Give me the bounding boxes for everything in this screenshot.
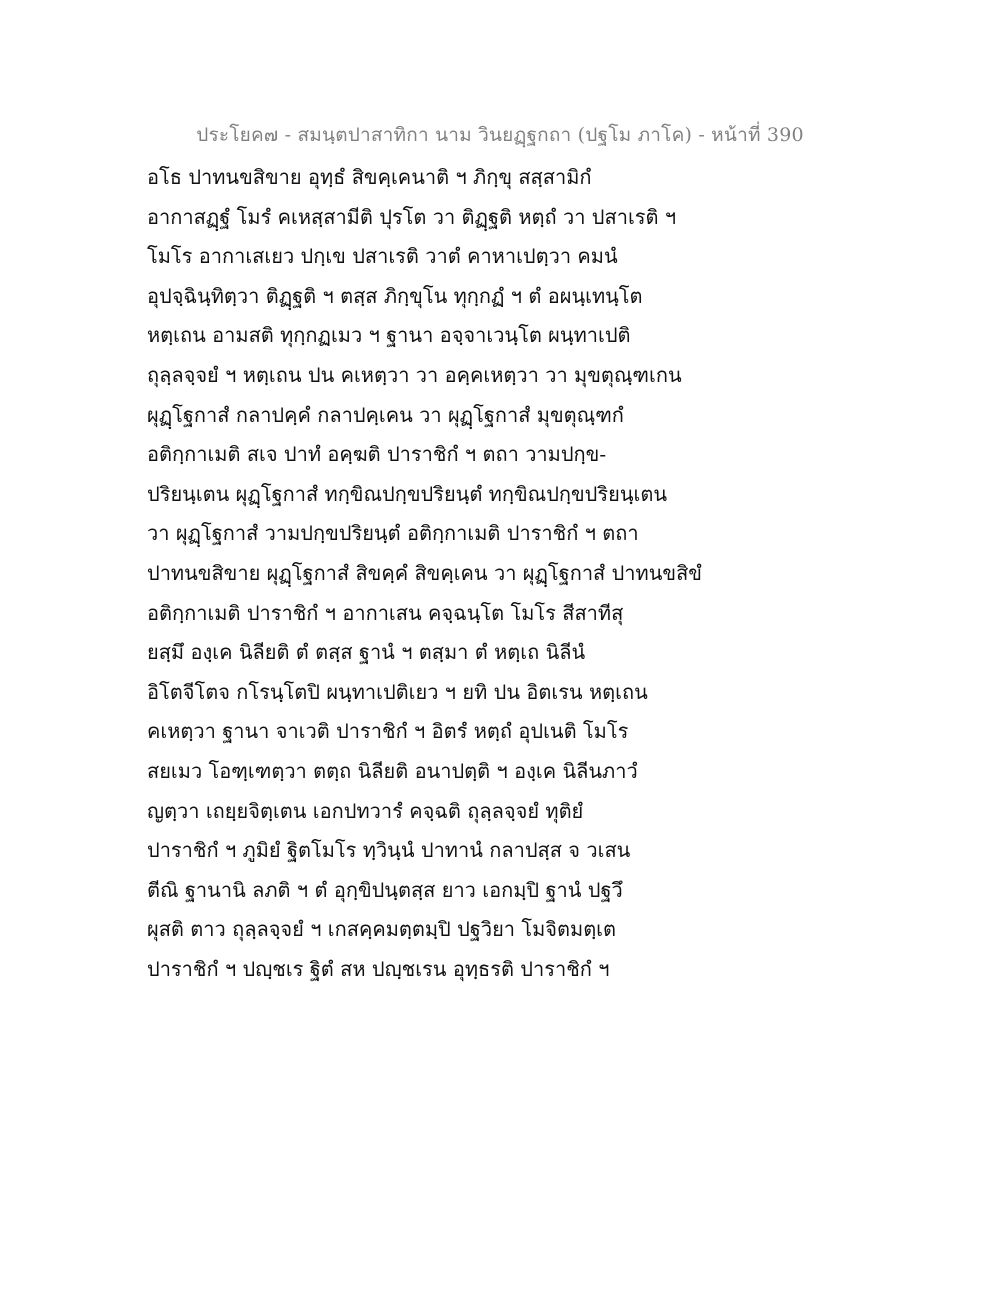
text-line: ปาทนขสิขาย ผุฏฺโฐกาสํ สิขคฺคํ สิขคฺเคน วา ผุฏฺโฐกาสํ ปาทนขสิขํ [147, 560, 702, 585]
text-line: สยเมว โอฑฺเฑตฺวา ตตฺถ นิลียติ อนาปตฺติ ฯ องฺเค นิลีนภาวํ [147, 758, 638, 783]
text-line: อติกฺกาเมติ สเจ ปาทํ อคฺฆติ ปาราชิกํ ฯ ตถา วามปกฺข- [147, 442, 607, 467]
text-line: ญตฺวา เถยฺยจิตฺเตน เอกปทวารํ คจฺฉติ ถุลฺลจฺจยํ ทุติยํ [147, 798, 584, 823]
text-line: อิโตจีโตจ กโรนฺโตปิ ผนฺทาเปติเยว ฯ ยทิ ปน อิตเรน หตฺเถน [147, 679, 648, 704]
text-line: ปาราชิกํ ฯ ปญฺชเร ฐิตํ สห ปญฺชเรน อุทฺธรติ ปาราชิกํ ฯ [147, 956, 610, 981]
text-line: หตฺเถน อามสติ ทุกฺกฏเมว ฯ ฐานา อจฺจาเวนฺโต ผนฺทาเปติ [147, 323, 631, 348]
text-line: อากาสฏฺฐํ โมรํ คเหสฺสามีติ ปุรโต วา ติฏฺฐติ หตฺถํ วา ปสาเรติ ฯ [147, 204, 677, 229]
text-line: คเหตฺวา ฐานา จาเวติ ปาราชิกํ ฯ อิตรํ หตฺถํ อุปเนติ โมโร [147, 719, 629, 744]
page-header: ประโยค๗ - สมนฺตปาสาทิกา นาม วินยฏฺฐกถา (ปฐโม ภาโค) - หน้าที่ 390 [196, 124, 804, 146]
body-text [147, 158, 967, 989]
text-line: ผุฏฺโฐกาสํ กลาปคฺคํ กลาปคฺเคน วา ผุฏฺโฐกาสํ มุขตุณฺฑกํ [147, 402, 624, 427]
text-line: อุปจฺฉินฺทิตฺวา ติฏฺฐติ ฯ ตสฺส ภิกฺขุโน ทุกฺกฏํ ฯ ตํ อผนฺเทนฺโต [147, 283, 643, 308]
text-line: ตีณิ ฐานานิ ลภติ ฯ ตํ อุกฺขิปนฺตสฺส ยาว เอกมฺปิ ฐานํ ปฐวึ [147, 877, 623, 902]
text-line: วา ผุฏฺโฐกาสํ วามปกฺขปริยนฺตํ อติกฺกาเมติ ปาราชิกํ ฯ ตถา [147, 521, 639, 546]
text-line: อโธ ปาทนขสิขาย อุทฺธํ สิขคฺเคนาติ ฯ ภิกฺขุ สสฺสามิกํ [147, 165, 592, 189]
text-line: อติกฺกาเมติ ปาราชิกํ ฯ อากาเสน คจฺฉนฺโต โมโร สีสาทีสุ [147, 600, 624, 625]
text-line: ปาราชิกํ ฯ ภูมิยํ ฐิตโมโร ทฺวินฺนํ ปาทานํ กลาปสฺส จ วเสน [147, 838, 631, 863]
text-line: โมโร อากาเสเยว ปกฺเข ปสาเรติ วาตํ คาหาเปตฺวา คมนํ [147, 244, 618, 269]
text-line: ยสฺมึ องฺเค นิลียติ ตํ ตสฺส ฐานํ ฯ ตสฺมา ตํ หตฺเถ นิลีนํ [147, 640, 586, 665]
text-line: ถุลฺลจฺจยํ ฯ หตฺเถน ปน คเหตฺวา วา อคฺคเหตฺวา วา มุขตุณฺฑเกน [147, 362, 682, 387]
text-line: ปริยนฺเตน ผุฏฺโฐกาสํ ทกฺขิณปกฺขปริยนฺตํ ทกฺขิณปกฺขปริยนฺเตน [147, 481, 667, 506]
text-line: ผุสติ ตาว ถุลฺลจฺจยํ ฯ เกสคฺคมตฺตมฺปิ ปฐวิยา โมจิตมตฺเต [147, 917, 617, 942]
